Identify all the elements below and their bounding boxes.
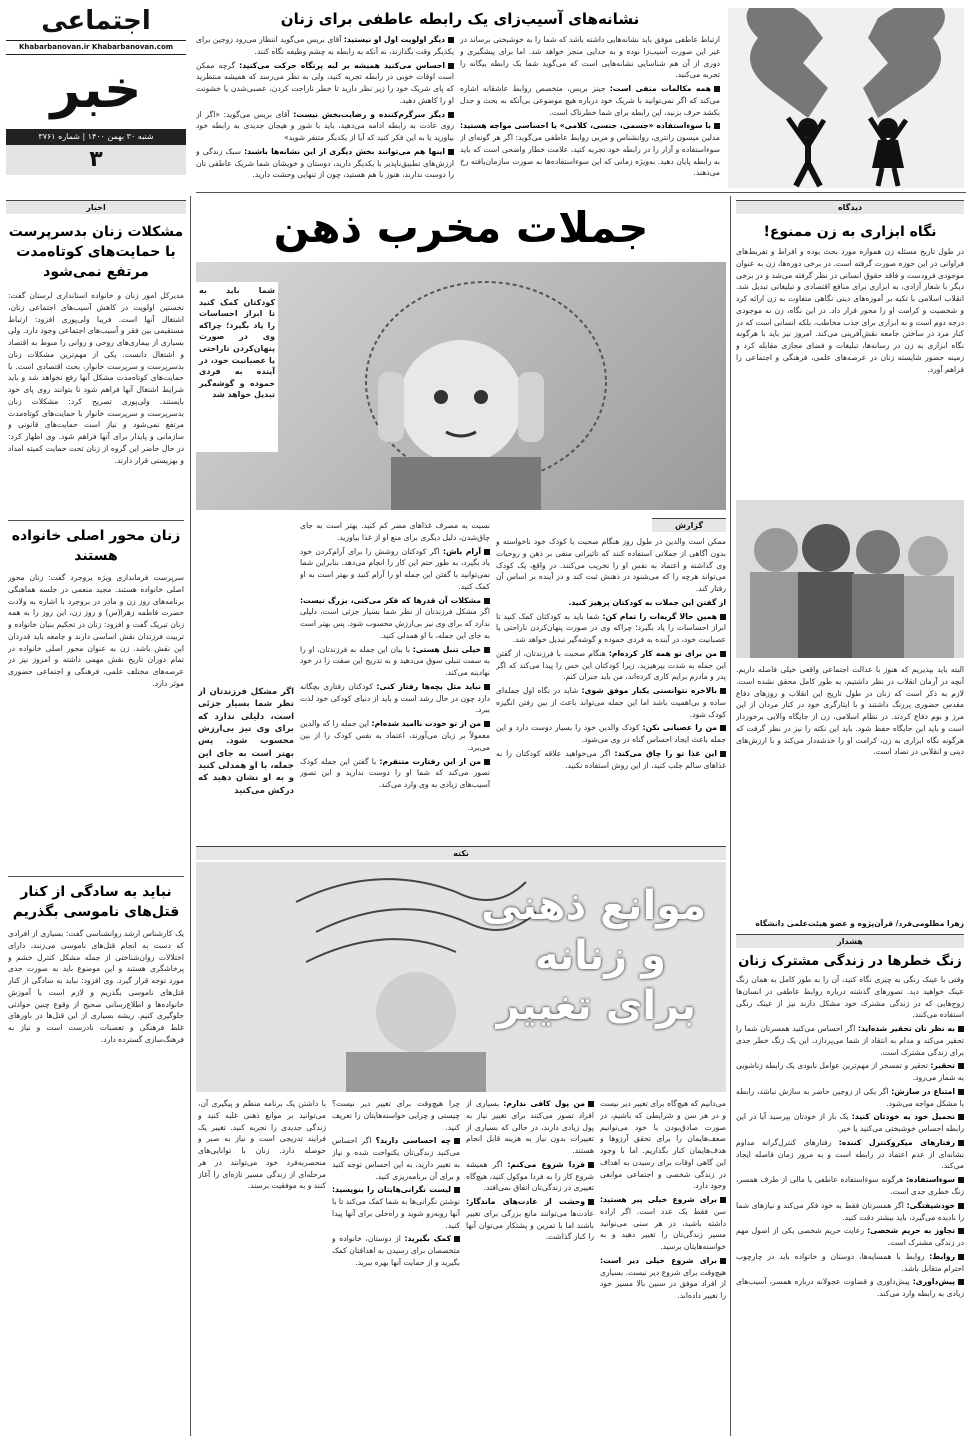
women-icon (736, 500, 964, 658)
bullet-icon (958, 1063, 964, 1069)
warning-item (736, 1225, 964, 1249)
warning-item-text: هرگونه سوءاستفاده عاطفی یا مالی از طرف همسر، زنگ خطری جدی است. (736, 1175, 964, 1197)
right-body-2: البته باید بپذیریم که هنوز با عدالت اجتماعی واقعی خیلی فاصله داریم. آنچه در آرمان انقلاب در نظر داشتیم، به طور کامل محقق نشده است. لازم به ذکر است که زنان در طول تاریخ این انقلاب و روزهای دفاع مقدس حضوری پررنگ داشتند و با ایثارگری خود در کنار مردان از این مرز و بوم دفاع کردند. در نظام اسلامی، زن از جایگاه والایی برخوردار است و باید این جایگاه حفظ شود. باید این نکته را نیز در نظر گرفت که هرگونه نگاه ابزاری به زن، کرامت او را خدشه‌دار می‌کند و با ارزش‌های دینی و انقلابی در تضاد است. (736, 665, 964, 757)
warning-item (736, 1060, 964, 1084)
warning-item (736, 1023, 964, 1058)
women-illustration (736, 500, 964, 658)
center-headline: جملات مخرب ذهن (273, 203, 649, 252)
bullet-icon (958, 1254, 964, 1260)
divider (196, 192, 966, 193)
section-tag-view: دیدگاه (736, 200, 964, 214)
warning-item (736, 1251, 964, 1275)
masthead (6, 6, 186, 186)
bullet-icon (958, 1114, 964, 1120)
warning-item-title: روابط: (929, 1251, 955, 1261)
bottom-col-1: می‌دانیم که هیچ‌گاه برای تغییر دیر نیست و در هر سن و شرایطی که باشیم، در صورت صادق‌بودن با خود می‌توانیم ضعف‌هایمان را برای تحقق آرزوها و هدف‌هایمان کنار بگذاریم. اما با وجود این گاهی اوقات برای رسیدن به اهداف در زندگی شخصی و اجتماعی موانعی وجود دارد. برای شروع خیلی پیر هستید: سن فقط یک عدد است. اگر اراده داشته باشید، در هر سنی می‌توانید مسیر زندگی‌تان را تغییر دهید و به خواسته‌هایتان برسید. برای شروع خیلی دیر است: هیچ‌وقت برای شروع دیر نیست. بسیاری از افراد موفق در سنین بالا مسیر خود را تغییر داده‌اند. (600, 1099, 726, 1301)
right-body-3: وقتی با عینک رنگی به چیزی نگاه کنید، آن را به طور کامل به همان رنگ عینک خواهید دید. تصورهای گذشته درباره روابط عاطفی در انسان‌ها زوج‌هایی که در زندگی مشترک خود مشکل دارند نیز از عینک رنگی استفاده می‌کنند. به نظر تان تحقیر شده‌اید: اگر احساس می‌کنید همسرتان شما را تحقیر می‌کند و مدام به انتقاد از شما می‌پردازد، این یک زنگ خطر جدی برای زندگی مشترک است. تحقیر: تحقیر و تمسخر از مهم‌ترین عوامل نابودی یک رابطه زناشویی به شمار می‌رود. امتناع در سازش: اگر یکی از زوجین حاضر به سازش نباشد، رابطه با مشکل مواجه می‌شود. تحمیل خود به خودتان کنید: یک بار از خودتان بپرسید آیا در این رابطه احساس خوشبختی می‌کنید یا خیر. رفتارهای میکروکنترل کننده: رفتارهای کنترل‌گرانه مداوم نشانه‌ای از عدم اعتماد در رابطه است و به مرور زمان فاصله ایجاد می‌کند. سوءاستفاده: هرگونه سوءاستفاده عاطفی یا مالی از طرف همسر، زنگ خطری جدی است. خودشیفتگی: اگر همسرتان فقط به خود فکر می‌کند و نیازهای شما را نادیده می‌گیرد، باید بیشتر دقت کنید. تجاوز به حریم شخصی: رعایت حریم شخصی یکی از اصول مهم در زندگی مشترک است. روابط: روابط با همسایه‌ها، دوستان و خانواده باید در چارچوب احترام متقابل باشد. پیش‌داوری: پیش‌داوری و قضاوت عجولانه درباره همسر، آسیب‌های زیادی به رابطه وارد می‌کند. (736, 975, 964, 1299)
site-urls: Khabarbanovan.ir Khabarbanovan.com (6, 40, 186, 55)
warning-item-title: رفتارهای میکروکنترل کننده: (838, 1137, 955, 1147)
bullet-icon (958, 1228, 964, 1234)
warning-item-text: اگر احساس می‌کنید همسرتان شما را تحقیر می‌کند و مدام به انتقاد از شما می‌پردازد، این یک زنگ خطر جدی برای زندگی مشترک است. (736, 1024, 964, 1057)
warning-item-text: یک بار از خودتان بپرسید آیا در این رابطه احساس خوشبختی می‌کنید یا خیر. (736, 1112, 964, 1134)
bullet-icon (958, 1026, 964, 1032)
section-tag-report: گزارش (652, 518, 726, 532)
news3-title: نباید به سادگی از کنار قتل‌های ناموسی بگذریم (12, 884, 180, 920)
news2-title: زنان محور اصلی خانواده هستند (11, 528, 181, 564)
right-title-2: زنگ خطرها در زندگی مشترک زنان (738, 954, 962, 969)
warning-item-title: خودشیفتگی: (906, 1200, 955, 1210)
bottom-title-line-3: برای تغییر (496, 983, 696, 1029)
warning-item (736, 1137, 964, 1172)
news3-body: یک کارشناس ارشد روانشناسی گفت: بسیاری از افرادی که دست به انجام قتل‌های ناموسی می‌زنند، دارای اختلالات روان‌شناختی از جمله مشکل کنترل خشم و پرخاشگری هستند و این موضوع باید به صورت جدی مورد توجه قرار گیرد. وی افزود: نباید به سادگی از کنار قتل‌های ناموسی بگذریم و لازم است با آموزش خانواده‌ها و اطلاع‌رسانی صحیح از وقوع چنین حوادثی جلوگیری کنیم. ریشه بسیاری از این قتل‌ها در باورهای غلط فرهنگی و تعصبات نادرست است و نیاز به فرهنگ‌سازی گسترده دارد. (8, 929, 184, 1044)
page-number: ۳ (6, 145, 186, 175)
divider (8, 520, 184, 521)
warning-item-title: امتناع در سازش: (891, 1086, 955, 1096)
pull-quote: اگر مشکل فرزندتان از نظر شما بسیار جزئی است، دلیلی ندارد که برای وی نیز بی‌ارزش محسوب شود. پس بهتر است به جای این جمله، با او همدلی کنید و به او نشان دهید که درکش می‌کنید (198, 687, 294, 796)
bullet-icon (958, 1089, 964, 1095)
top-article-col-left: دیگر اولویت اول او نیستید: آقای بریس می‌گوید انتظار می‌رود زوجین برای یکدیگر وقت بگذارند، نه آنکه به رابطه به چشم وظیفه نگاه کنند. احساس می‌کنید همیشه بر لبه پرتگاه حرکت می‌کنید: گرچه ممکن است اوقات خوبی در رابطه تجربه کنید، ولی به نظر می‌رسد که همیشه منتظرید که پای شریک خود را زیر نظر دارید تا خطر ناراحت کردن، عصبی‌شدن یا خشونت او را کاهش دهید. دیگر سرگرم‌کننده و رضایت‌بخش نیست: آقای بریس می‌گوید: «اگر از روی عادت به رابطه ادامه می‌دهید، باید با شور و هیجان جدیدی به رابطه خود بیاورید یا به این فکر کنید که آیا از یکدیگر متنفر شوید» اینها هم می‌توانند بخش دیگری از این نشانه‌ها باشند: سبک زندگی و ارزش‌های تطبیق‌ناپذیر با یکدیگر دارید، دوستان و خویشان شما شریک عاطفی تان را دوست ندارند، هنوز با هم هستید، چون از تنهایی وحشت دارید. (196, 35, 454, 180)
warning-item (736, 1111, 964, 1135)
bullet-icon (958, 1279, 964, 1285)
right-title: نگاه ابزاری به زن ممنوع! (763, 224, 937, 240)
bottom-title-line-1: موانع ذهنی (481, 883, 706, 929)
woman-thinking-photo (196, 862, 726, 1092)
news2-body: سرپرست فرمانداری ویژه بروجرد گفت: زنان محور اصلی خانواده هستند. مجید منعمی در جلسه هماهنگی برنامه‌های روز زن و مادر در بروجرد با اشاره به ولادت حضرت فاطمه زهرا(س) و روز زن، این روز را به همه زنان تبریک گفت و افزود: زنان در تحکیم بنیان خانواده و تربیت فرزندان نقش اساسی دارند و جامعه باید قدردان این نقش باشد. زن به عنوان محور اصلی خانواده در تمام دوران تاریخ نقش مهمی داشته و امروز نیز در عرصه‌های مختلف علمی، فرهنگی و اجتماعی حضوری موثر دارد. (8, 573, 184, 688)
section-tag-tip: نکته (196, 846, 726, 860)
section-title: اجتماعی (41, 6, 151, 36)
date-line: شنبه ۳۰ بهمن ۱۴۰۰ | شماره ۳۷۶۱ (6, 129, 186, 145)
right-body: در طول تاریخ مسئله زن همواره مورد بحث بوده و افراط و تفریط‌های فراوانی در این حوزه صورت گرفته است. در برخی دوره‌ها، زن به عنوان موجودی فرودست و فاقد حقوق انسانی در نظر گرفته می‌شد و در برخی دیگر با شعار آزادی، به ابزاری برای منافع اقتصادی و تبلیغاتی تبدیل شد. انقلاب اسلامی با تکیه بر آموزه‌های دینی نگاهی متفاوت به زن ارائه کرد و شخصیت و کرامت او را محور قرار داد. در این نگاه، زن نه موجودی درجه دوم است و نه ابزاری برای جذب مخاطب، بلکه انسانی است که در کنار مرد در ساختن جامعه نقش‌آفرینی می‌کند. امروز نیز باید با هرگونه نگاه ابزاری به زن در رسانه‌ها، تبلیغات و فضای مجازی مقابله کرد و زمینه حضور شایسته زنان در عرصه‌های علمی، فرهنگی و اجتماعی را فراهم آورد. (736, 247, 964, 374)
warning-item-text: روابط با همسایه‌ها، دوستان و خانواده باید در چارچوب احترام متقابل باشد. (736, 1251, 964, 1273)
broken-heart-illustration (728, 8, 964, 188)
bottom-col-2: من پول کافی ندارم: بسیاری از افراد تصور می‌کنند برای تغییر نیاز به پول زیادی دارند، در حالی که بسیاری از تغییرات بدون نیاز به هزینه قابل انجام هستند. فردا شروع می‌کنم: اگر همیشه شروع کار را به فردا موکول کنید، هیچ‌گاه تغییری در زندگی‌تان اتفاق نمی‌افتد. وحشت از عادت‌های ماندگار: عادت‌ها می‌توانند مانع بزرگی برای تغییر باشند اما با تمرین و پشتکار می‌توان آنها را کنار گذاشت. (466, 1099, 594, 1242)
news1-title: مشکلات زنان بدسرپرست با حمایت‌های کوتاه‌مدت مرتفع نمی‌شود (8, 224, 184, 280)
warning-item-title: سوءاستفاده: (905, 1175, 955, 1185)
center-col-1: ممکن است والدین در طول روز هنگام صحبت با کودک خود ناخواسته و بدون آگاهی از جملاتی استفاده کنند که تاثیراتی منفی بر ذهن و روحیات وی گذاشته و اعتماد به نفس او را تخریب می‌کنند. در واقع، یک کودک می‌تواند هرچه را که می‌شنود در ذهنش ثبت کند و در آینده بر اساس آن رفتار کند. از گفتن این جملات به کودکتان پرهیز کنید. همین حالا گریه‌ات را تمام کن: شما باید به کودکتان کمک کنید تا ابراز احساسات را یاد بگیرد؛ چراکه وی در صورت پنهان‌کردن ناراحتی یا عصبانیت خود، در آینده به فردی خموده و گوشه‌گیر تبدیل خواهد شد. من برای تو همه کار کرده‌ام: هنگام صحبت با فرزندتان، از گفتن این جمله به شدت بپرهیزید. زیرا کودکتان این حس را پیدا می‌کند که اگر پدر و مادرم برایم کاری کرده‌اند، من باید جبران کنم. بالاخره نتوانستی یکبار موفق شوی: شاید در نگاه اول جمله‌ای ساده و بی‌اهمیت باشد اما این جمله می‌تواند باعث از بین رفتن انگیزه کودک شود. من را عصبانی نکن: کودک والدین خود را بسیار دوست دارد و این جمله باعث ایجاد احساس گناه در وی می‌شود. این غذا تو را چاق می‌کند: اگر می‌خواهید علاقه کودکتان را به غذاهای سالم جلب کنید، از این روش استفاده نکنید. (496, 537, 726, 770)
warning-item (736, 1174, 964, 1198)
bottom-col-3: چرا هیچ‌وقت برای تغییر دیر نیست؟ چیستی و چرایی خواسته‌هایتان را تعریف کنید. چه احساسی دارید؟ اگر احساس می‌کنید زندگی‌تان یکنواخت شده و نیاز به تغییر دارید، به این احساس توجه کنید و برای آن برنامه‌ریزی کنید. لیست نگرانی‌هایتان را بنویسید: نوشتن نگرانی‌ها به شما کمک می‌کند تا با آنها روبه‌رو شوید و راه‌حلی برای آنها پیدا کنید. کمک بگیرید: از دوستان، خانواده و متخصصان برای رسیدن به اهدافتان کمک بگیرید و از حمایت آنها بهره ببرید. (332, 1099, 460, 1267)
warning-item-title: تحمیل خود به خودتان کنید: (851, 1112, 956, 1122)
warning-item-text: تحقیر و تمسخر از مهم‌ترین عوامل نابودی یک رابطه زناشویی به شمار می‌رود. (736, 1061, 964, 1083)
bottom-col-4: با داشتن یک برنامه منظم و پیگیری آن، می‌توانید بر موانع ذهنی غلبه کنید و زندگی جدیدی را تجربه کنید. تغییر یک فرایند تدریجی است و نیاز به صبر و حوصله دارد. زنان با توانایی‌های منحصربه‌فرد خود می‌توانند در هر مرحله‌ای از زندگی مسیر تازه‌ای را آغاز کنند و به موفقیت برسند. (198, 1099, 326, 1191)
column-rule (730, 196, 731, 1436)
newspaper-logo: خبر (50, 59, 142, 120)
warning-item (736, 1276, 964, 1300)
warning-item-text: اگر یکی از زوجین حاضر به سازش نباشد، رابطه با مشکل مواجه می‌شود. (736, 1086, 964, 1108)
warning-item-title: پیش‌داوری: (912, 1277, 956, 1287)
divider (8, 876, 184, 877)
bullet-icon (958, 1140, 964, 1146)
warning-item (736, 1086, 964, 1110)
section-tag-warning: هشدار (736, 934, 964, 948)
center-col-2: نسبت به مصرف غذاهای مضر کم کنید. بهتر است به جای چاق‌شدن، دلیل دیگری برای منع او از غذا بیاورید. آرام باش: اگر کودکتان روشش را برای آرام‌کردن خود یاد بگیرد، به طور حتم این کار را انجام می‌دهد. بنابراین شما نمی‌توانید با گفتن این جمله او را آرام کنید و بهتر است به او کمک کنید. مشکلات آن قدرها که فکر می‌کنی، بزرگ نیست: اگر مشکل فرزندتان از نظر شما بسیار جزئی است، دلیلی ندارد که برای وی نیز بی‌ارزش محسوب شود. پس بهتر است به جای این جمله، با او همدلی کنید. خیلی تنبل هستی: با بیان این جمله به فرزندتان، او را به سمت تنبلی سوق می‌دهید و به تدریج این صفت را در خود نهادینه می‌کند. نباید مثل بچه‌ها رفتار کنی: کودکتان رفتاری بچگانه دارد چون در حال رشد است و باید از دنیای کودکی خود لذت ببرد. من از تو خودت ناامید شده‌ام: این جمله را که والدین معمولاً بر زبان می‌آورند، اعتماد به نفس کودک را از بین می‌برد. من از این رفتارت متنفرم: با گفتن این جمله کودک تصور می‌کند که شما او را دوست ندارید و این تصور آسیب‌های زیادی به وی وارد می‌کند. (300, 521, 490, 790)
top-article-col-right: ارتباط عاطفی موفق باید نشانه‌هایی داشته باشد که شما را به خوشبختی برساند در غیر این صورت آسیب‌زا بوده و به جدایی منجر خواهد شد. اما برای پیشگیری و دوری از آن هم شناسایی نشانه‌هایی است که می‌گوید شما یک رابطه بیگانه را تجربه می‌کنید. همه مکالمات منفی است: جینز بریس، متخصص روابط عاشقانه اشاره می‌کند که اگر نمی‌توانید با شریک خود درباره هیچ موضوعی بی‌آنکه به بحث و جدل بکشد حرف بزنید، این رابطه برای شما خطرناک است. با سوءاستفاده «جسمی، جنسی، کلامی» یا احساسی مواجه هستید: مدلین میسون رانتری، روانشناس و مربی روابط عاطفی می‌گوید: اگر هر گونه‌ای از سوءاستفاده و آزار را در رابطه خود تجربه کنید، علامت خطار واضحی است که باید به رابطه پایان دهید. به‌ویژه زمانی که این سوءاستفاده‌ها به صورت سازمان‌یافته رخ می‌دهند. (460, 35, 720, 178)
news1-body: مدیرکل امور زنان و خانواده استانداری لرستان گفت: نخستین اولویت در کاهش آسیب‌های اجتماعی زنان، اشتغال آنها است. فریبا ولی‌پوری افزود: ارتباط مستقیمی بین فقر و آسیب‌های اجتماعی وجود دارد. ولی بسیاری از بیماری‌های روحی و روانی را منوط به اقتصاد و اشتغال دانست. یکی از مهم‌ترین مشکلات زنان بدسرپرست و سرپرست خانوار، بحث اقتصادی است. با حمایت‌های کوتاه‌مدت مشکل آنها رفع نخواهد شد و باید شرایط اشتغال آنها فراهم شود تا بتوانند روی پای خود بایستند. ولی‌پوری تصریح کرد: مشکلات زنان بدسرپرست و سرپرست خانوار با حمایت‌های کوتاه‌مدت مرتفع نمی‌شود و نیاز است حمایت‌های قانونی و سازمانی و پایدار برای آنها فراهم شود. وی اظهار کرد: در حال حاضر این گروه از زنان تحت حمایت کمیته امداد و بهزیستی قرار دارند. (8, 291, 184, 465)
warning-item-text: اگر همسرتان فقط به خود فکر می‌کند و نیازهای شما را نادیده می‌گیرد، باید بیشتر دقت کنید. (736, 1200, 964, 1222)
broken-heart-icon (728, 8, 964, 188)
warning-item (736, 1200, 964, 1224)
warning-list (736, 1023, 964, 1300)
warning-item-title: تحقیر: (930, 1061, 955, 1071)
warning-item-title: تجاوز به حریم شخصی: (867, 1226, 955, 1236)
bottom-title-line-2: و زنانه (534, 933, 666, 979)
top-article-title: نشانه‌های آسیب‌زای یک رابطه عاطفی برای زنان (280, 10, 640, 28)
warning-item-text: پیش‌داوری و قضاوت عجولانه درباره همسر، آسیب‌های زیادی به رابطه وارد می‌کند. (736, 1277, 964, 1299)
section-tag-news: اخبار (6, 200, 186, 214)
bullet-icon (958, 1203, 964, 1209)
author-line: زهرا مظلومی‌فرد/ قرآن‌پژوه و عضو هیئت‌علمی دانشگاه (755, 919, 964, 928)
warning-item-text: رفتارهای کنترل‌گرانه مداوم نشانه‌ای از عدم اعتماد در رابطه است و به مرور زمان فاصله ایجاد می‌کند. (736, 1137, 964, 1171)
quote-box: شما باید به کودکتان کمک کنید تا ابراز احساسات را یاد بگیرد؛ چراکه وی در صورت پنهان‌کردن ناراحتی یا عصبانیت خود، در آینده به فردی خموده و گوشه‌گیر تبدیل خواهد شد (196, 282, 278, 452)
warning-item-title: به نظر تان تحقیر شده‌اید: (857, 1024, 955, 1034)
warning-item-text: رعایت حریم شخصی یکی از اصول مهم در زندگی مشترک است. (736, 1226, 964, 1248)
bullet-icon (958, 1177, 964, 1183)
column-rule (190, 196, 191, 1436)
